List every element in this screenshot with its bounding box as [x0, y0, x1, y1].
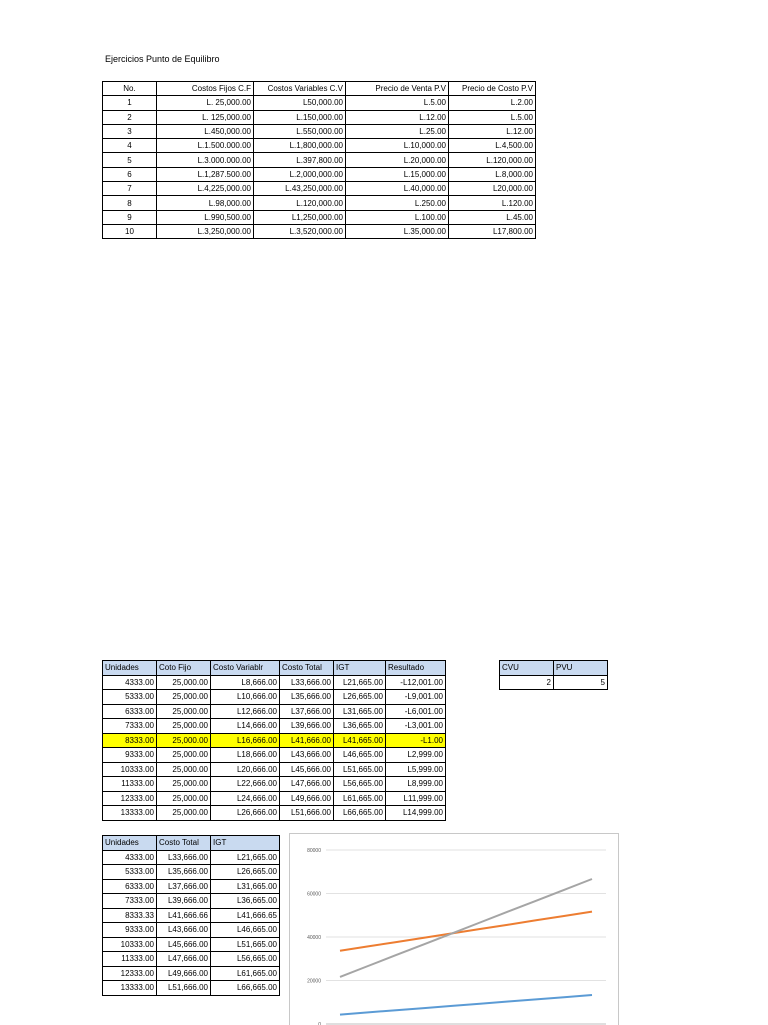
cell-units: 6333.00: [103, 879, 157, 894]
cell-variable-cost: L14,666.00: [211, 719, 280, 734]
cell-units: 4333.00: [103, 675, 157, 690]
cell-total-cost: L35,666.00: [157, 865, 211, 880]
table-row: [103, 110, 536, 124]
cell-fixed-costs: L.1,287.500.00: [157, 167, 254, 181]
cell-units: 9333.00: [103, 748, 157, 763]
cell-igt: L21,665.00: [211, 850, 280, 865]
cell-cost-price: L20,000.00: [449, 182, 536, 196]
table-row: [103, 966, 280, 981]
cell-fixed-cost: 25,000.00: [157, 806, 211, 821]
cell-igt: L31,665.00: [211, 879, 280, 894]
params-row: [500, 675, 608, 690]
cell-no: 5: [103, 153, 157, 167]
table-row: [103, 923, 280, 938]
series-line-2[interactable]: [340, 912, 592, 951]
cell-fixed-cost: 25,000.00: [157, 719, 211, 734]
cell-fixed-costs: L. 25,000.00: [157, 96, 254, 110]
cell-sale-price: L.5.00: [346, 96, 449, 110]
cell-no: 6: [103, 167, 157, 181]
cell-units: 12333.00: [103, 966, 157, 981]
table-row: [103, 981, 280, 996]
cell-sale-price: L.25.00: [346, 124, 449, 138]
cell-igt: L46,665.00: [211, 923, 280, 938]
cell-fixed-cost: 25,000.00: [157, 704, 211, 719]
y-tick-label: 60000: [307, 891, 321, 898]
cell-units: 4333.00: [103, 850, 157, 865]
table-row: [103, 894, 280, 909]
table-row: [103, 704, 446, 719]
params-header-row: [500, 661, 608, 676]
cell-fixed-costs: L. 125,000.00: [157, 110, 254, 124]
cell-total-cost: L39,666.00: [280, 719, 334, 734]
cell-total-cost: L43,666.00: [157, 923, 211, 938]
cell-units: 13333.00: [103, 806, 157, 821]
cell-fixed-cost: 25,000.00: [157, 690, 211, 705]
cell-fixed-cost: 25,000.00: [157, 762, 211, 777]
cell-total-cost: L33,666.00: [280, 675, 334, 690]
cell-sale-price: L.250.00: [346, 196, 449, 210]
table-row: [103, 167, 536, 181]
cell-igt: L21,665.00: [334, 675, 386, 690]
cell-total-cost: L47,666.00: [157, 952, 211, 967]
cell-variable-cost: L18,666.00: [211, 748, 280, 763]
cell-units: 11333.00: [103, 777, 157, 792]
cell-sale-price: L.20,000.00: [346, 153, 449, 167]
cell-fixed-cost: 25,000.00: [157, 733, 211, 748]
cell-no: 2: [103, 110, 157, 124]
cell-fixed-cost: 25,000.00: [157, 675, 211, 690]
cell-cost-price: L.120,000.00: [449, 153, 536, 167]
cell-sale-price: L.10,000.00: [346, 139, 449, 153]
cell-no: 4: [103, 139, 157, 153]
cell-cost-price: L.45.00: [449, 210, 536, 224]
col-header-fixed-cost: Coto Fijo: [157, 661, 211, 676]
cell-variable-costs: L50,000.00: [254, 96, 346, 110]
col-header-total-cost: Costo Total: [280, 661, 334, 676]
col-header-no: No.: [103, 82, 157, 96]
cell-igt: L41,666.65: [211, 908, 280, 923]
cell-units: 5333.00: [103, 690, 157, 705]
cell-variable-cost: L24,666.00: [211, 791, 280, 806]
cell-cost-price: L.12.00: [449, 124, 536, 138]
table-row: [103, 139, 536, 153]
cell-no: 8: [103, 196, 157, 210]
cell-fixed-costs: L.990,500.00: [157, 210, 254, 224]
cell-sale-price: L.12.00: [346, 110, 449, 124]
col-header-units: Unidades: [103, 836, 157, 851]
cell-total-cost: L37,666.00: [280, 704, 334, 719]
cell-no: 7: [103, 182, 157, 196]
cell-total-cost: L47,666.00: [280, 777, 334, 792]
cell-fixed-costs: L.3,250,000.00: [157, 224, 254, 238]
cell-units: 8333.00: [103, 733, 157, 748]
cell-total-cost: L51,666.00: [157, 981, 211, 996]
cell-fixed-costs: L.1.500.000.00: [157, 139, 254, 153]
cell-total-cost: L45,666.00: [280, 762, 334, 777]
cell-total-cost: L45,666.00: [157, 937, 211, 952]
col-header-variable-cost: Costo Variablr: [211, 661, 280, 676]
unit-params-table: [499, 660, 608, 690]
cell-total-cost: L49,666.00: [157, 966, 211, 981]
cell-total-cost: L43,666.00: [280, 748, 334, 763]
cell-igt: L61,665.00: [334, 791, 386, 806]
cell-result: L2,999.00: [386, 748, 446, 763]
cell-variable-costs: L.2,000,000.00: [254, 167, 346, 181]
col-header-pvu: PVU: [554, 661, 608, 676]
table-row: [103, 124, 536, 138]
cell-result: L5,999.00: [386, 762, 446, 777]
cell-variable-costs: L1,250,000.00: [254, 210, 346, 224]
y-tick-label: 0: [318, 1022, 321, 1025]
exercises-header-row: [103, 82, 536, 96]
cell-variable-costs: L.150,000.00: [254, 110, 346, 124]
cell-total-cost: L33,666.00: [157, 850, 211, 865]
cell-fixed-costs: L.4,225,000.00: [157, 182, 254, 196]
breakeven-chart[interactable]: [289, 833, 619, 1025]
cell-units: 7333.00: [103, 894, 157, 909]
chart-svg: [290, 834, 618, 1025]
table-row: [103, 675, 446, 690]
cell-cost-price: L.4,500.00: [449, 139, 536, 153]
cell-units: 11333.00: [103, 952, 157, 967]
cell-sale-price: L.35,000.00: [346, 224, 449, 238]
chart-source-table: [102, 835, 280, 996]
cell-igt: L51,665.00: [334, 762, 386, 777]
cell-variable-cost: L12,666.00: [211, 704, 280, 719]
table-row: [103, 96, 536, 110]
cell-cost-price: L.2.00: [449, 96, 536, 110]
cell-igt: L66,665.00: [334, 806, 386, 821]
cell-igt: L26,665.00: [211, 865, 280, 880]
cell-units: 10333.00: [103, 937, 157, 952]
cell-result: L11,999.00: [386, 791, 446, 806]
table-row: [103, 879, 280, 894]
cell-variable-costs: L.3,520,000.00: [254, 224, 346, 238]
cell-cost-price: L.8,000.00: [449, 167, 536, 181]
cell-units: 10333.00: [103, 762, 157, 777]
cell-igt: L36,665.00: [334, 719, 386, 734]
cell-no: 3: [103, 124, 157, 138]
cell-result: L8,999.00: [386, 777, 446, 792]
cell-igt: L26,665.00: [334, 690, 386, 705]
col-header-igt: IGT: [334, 661, 386, 676]
cell-result: -L1.00: [386, 733, 446, 748]
pvu-value: 5: [554, 675, 608, 690]
table-row: [103, 762, 446, 777]
table-row: [103, 196, 536, 210]
cell-total-cost: L41,666.66: [157, 908, 211, 923]
cell-igt: L36,665.00: [211, 894, 280, 909]
cell-sale-price: L.100.00: [346, 210, 449, 224]
cell-igt: L56,665.00: [334, 777, 386, 792]
cell-total-cost: L41,666.00: [280, 733, 334, 748]
table-row: [103, 733, 446, 748]
table-row: [103, 850, 280, 865]
table-row: [103, 690, 446, 705]
table-row: [103, 952, 280, 967]
summary-header-row: [103, 836, 280, 851]
table-row: [103, 182, 536, 196]
table-row: [103, 865, 280, 880]
y-tick-label: 40000: [307, 935, 321, 941]
cell-fixed-cost: 25,000.00: [157, 791, 211, 806]
cell-result: -L6,001.00: [386, 704, 446, 719]
cell-variable-costs: L.120,000.00: [254, 196, 346, 210]
cell-fixed-cost: 25,000.00: [157, 777, 211, 792]
table-row: [103, 719, 446, 734]
cell-total-cost: L49,666.00: [280, 791, 334, 806]
cell-variable-costs: L.550,000.00: [254, 124, 346, 138]
col-header-units: Unidades: [103, 661, 157, 676]
cell-result: -L12,001.00: [386, 675, 446, 690]
cell-total-cost: L37,666.00: [157, 879, 211, 894]
cell-igt: L66,665.00: [211, 981, 280, 996]
cell-result: -L3,001.00: [386, 719, 446, 734]
cell-igt: L41,665.00: [334, 733, 386, 748]
cell-igt: L46,665.00: [334, 748, 386, 763]
cell-sale-price: L.15,000.00: [346, 167, 449, 181]
col-header-cvu: CVU: [500, 661, 554, 676]
table-row: [103, 748, 446, 763]
table-row: [103, 806, 446, 821]
cell-igt: L61,665.00: [211, 966, 280, 981]
y-tick-label: 80000: [307, 848, 321, 854]
cell-units: 5333.00: [103, 865, 157, 880]
cell-variable-cost: L26,666.00: [211, 806, 280, 821]
col-header-result: Resultado: [386, 661, 446, 676]
cell-result: -L9,001.00: [386, 690, 446, 705]
cell-variable-costs: L.43,250,000.00: [254, 182, 346, 196]
series-line-1[interactable]: [340, 995, 592, 1015]
cell-variable-cost: L10,666.00: [211, 690, 280, 705]
col-header-variable-costs: Costos Variables C.V: [254, 82, 346, 96]
cell-variable-cost: L20,666.00: [211, 762, 280, 777]
col-header-total-cost: Costo Total: [157, 836, 211, 851]
col-header-cost-price: Precio de Costo P.V: [449, 82, 536, 96]
cell-variable-costs: L.1,800,000.00: [254, 139, 346, 153]
cell-fixed-costs: L.3.000.000.00: [157, 153, 254, 167]
cell-units: 12333.00: [103, 791, 157, 806]
cell-no: 9: [103, 210, 157, 224]
cell-total-cost: L35,666.00: [280, 690, 334, 705]
cell-total-cost: L39,666.00: [157, 894, 211, 909]
table-row: [103, 937, 280, 952]
cell-units: 9333.00: [103, 923, 157, 938]
cell-igt: L31,665.00: [334, 704, 386, 719]
cvu-value: 2: [500, 675, 554, 690]
cell-units: 13333.00: [103, 981, 157, 996]
col-header-fixed-costs: Costos Fijos C.F: [157, 82, 254, 96]
table-row: [103, 791, 446, 806]
cell-units: 6333.00: [103, 704, 157, 719]
cell-no: 1: [103, 96, 157, 110]
cell-variable-cost: L16,666.00: [211, 733, 280, 748]
analysis-header-row: [103, 661, 446, 676]
cell-total-cost: L51,666.00: [280, 806, 334, 821]
cell-igt: L56,665.00: [211, 952, 280, 967]
table-row: [103, 224, 536, 238]
cell-fixed-cost: 25,000.00: [157, 748, 211, 763]
exercises-table: [102, 81, 536, 239]
cell-units: 7333.00: [103, 719, 157, 734]
cell-no: 10: [103, 224, 157, 238]
cell-cost-price: L17,800.00: [449, 224, 536, 238]
cell-igt: L51,665.00: [211, 937, 280, 952]
cell-variable-cost: L8,666.00: [211, 675, 280, 690]
cell-fixed-costs: L.98,000.00: [157, 196, 254, 210]
table-row: [103, 153, 536, 167]
y-tick-label: 20000: [307, 978, 321, 985]
table-row: [103, 908, 280, 923]
cell-variable-cost: L22,666.00: [211, 777, 280, 792]
cell-result: L14,999.00: [386, 806, 446, 821]
cell-variable-costs: L.397,800.00: [254, 153, 346, 167]
table-row: [103, 210, 536, 224]
table-row: [103, 777, 446, 792]
col-header-igt: IGT: [211, 836, 280, 851]
cell-cost-price: L.120.00: [449, 196, 536, 210]
cell-cost-price: L.5.00: [449, 110, 536, 124]
breakeven-analysis-table: [102, 660, 446, 821]
col-header-sale-price: Precio de Venta P.V: [346, 82, 449, 96]
sheet-title: Ejercicios Punto de Equilibro: [105, 54, 220, 64]
cell-sale-price: L.40,000.00: [346, 182, 449, 196]
cell-units: 8333.33: [103, 908, 157, 923]
cell-fixed-costs: L.450,000.00: [157, 124, 254, 138]
